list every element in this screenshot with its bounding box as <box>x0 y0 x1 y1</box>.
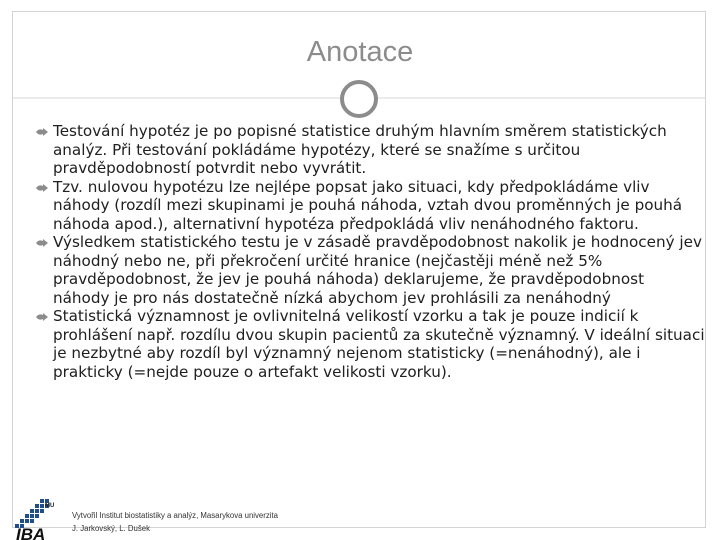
footer-line-institute: Vytvořil Institut biostatistiky a analýz, Masarykova univerzita <box>72 511 278 520</box>
bullet-item <box>35 122 705 178</box>
arrow-bullet-icon <box>35 312 49 322</box>
slide-title: Anotace <box>306 36 414 68</box>
bullet-text: Výsledkem statistického testu je v zásadě pravděpodobnost nakolik je hodnocený jev náhodný nebo ne, při překročení určité hranice (nejčastěji méně než 5% pravděpodobnost, že jev je pouhá náhoda) deklarujeme, že pravděpodobnost náhody je pro nás dostatečně nízká abychom jev prohlásili za nenáhodný <box>53 233 702 307</box>
iba-logo <box>12 497 58 540</box>
footer-credits <box>72 509 278 535</box>
bullet-item <box>35 233 705 307</box>
arrow-bullet-icon <box>35 127 49 137</box>
bullet-item <box>35 178 705 234</box>
arrow-bullet-icon <box>35 183 49 193</box>
footer-line-authors: J. Jarkovský, L. Dušek <box>72 524 150 533</box>
logo-small-text: MU <box>45 503 55 509</box>
logo-text: IBA <box>16 525 46 540</box>
bullet-text: Testování hypotéz je po popisné statistice druhým hlavním směrem statistických analýz. Při testování pokládáme hypotézy, které se snažíme s určitou pravděpodobností potvrdit nebo vyvrátit. <box>53 122 667 177</box>
circle-ring-icon <box>340 80 378 118</box>
bullet-list <box>35 122 705 381</box>
bullet-text: Tzv. nulovou hypotézu lze nejlépe popsat jako situaci, kdy předpokládáme vliv náhody (rozdíl mezi skupinami je pouhá náhoda, vztah dvou proměnných je pouhá náhoda apod.), alternativní hypotéza předpokládá vliv nenáhodného faktoru. <box>53 177 683 233</box>
bullet-text: Statistická významnost je ovlivnitelná velikostí vzorku a tak je pouze indicií k prohlášení např. rozdílu dvou skupin pacientů za skutečně významný. V ideální situaci je nezbytné aby rozdíl byl významný nejenom statisticky (=nenáhodný), ale i prakticky (=nejde pouze o artefakt velikosti vzorku). <box>53 307 705 381</box>
arrow-bullet-icon <box>35 238 49 248</box>
bullet-item <box>35 307 705 381</box>
